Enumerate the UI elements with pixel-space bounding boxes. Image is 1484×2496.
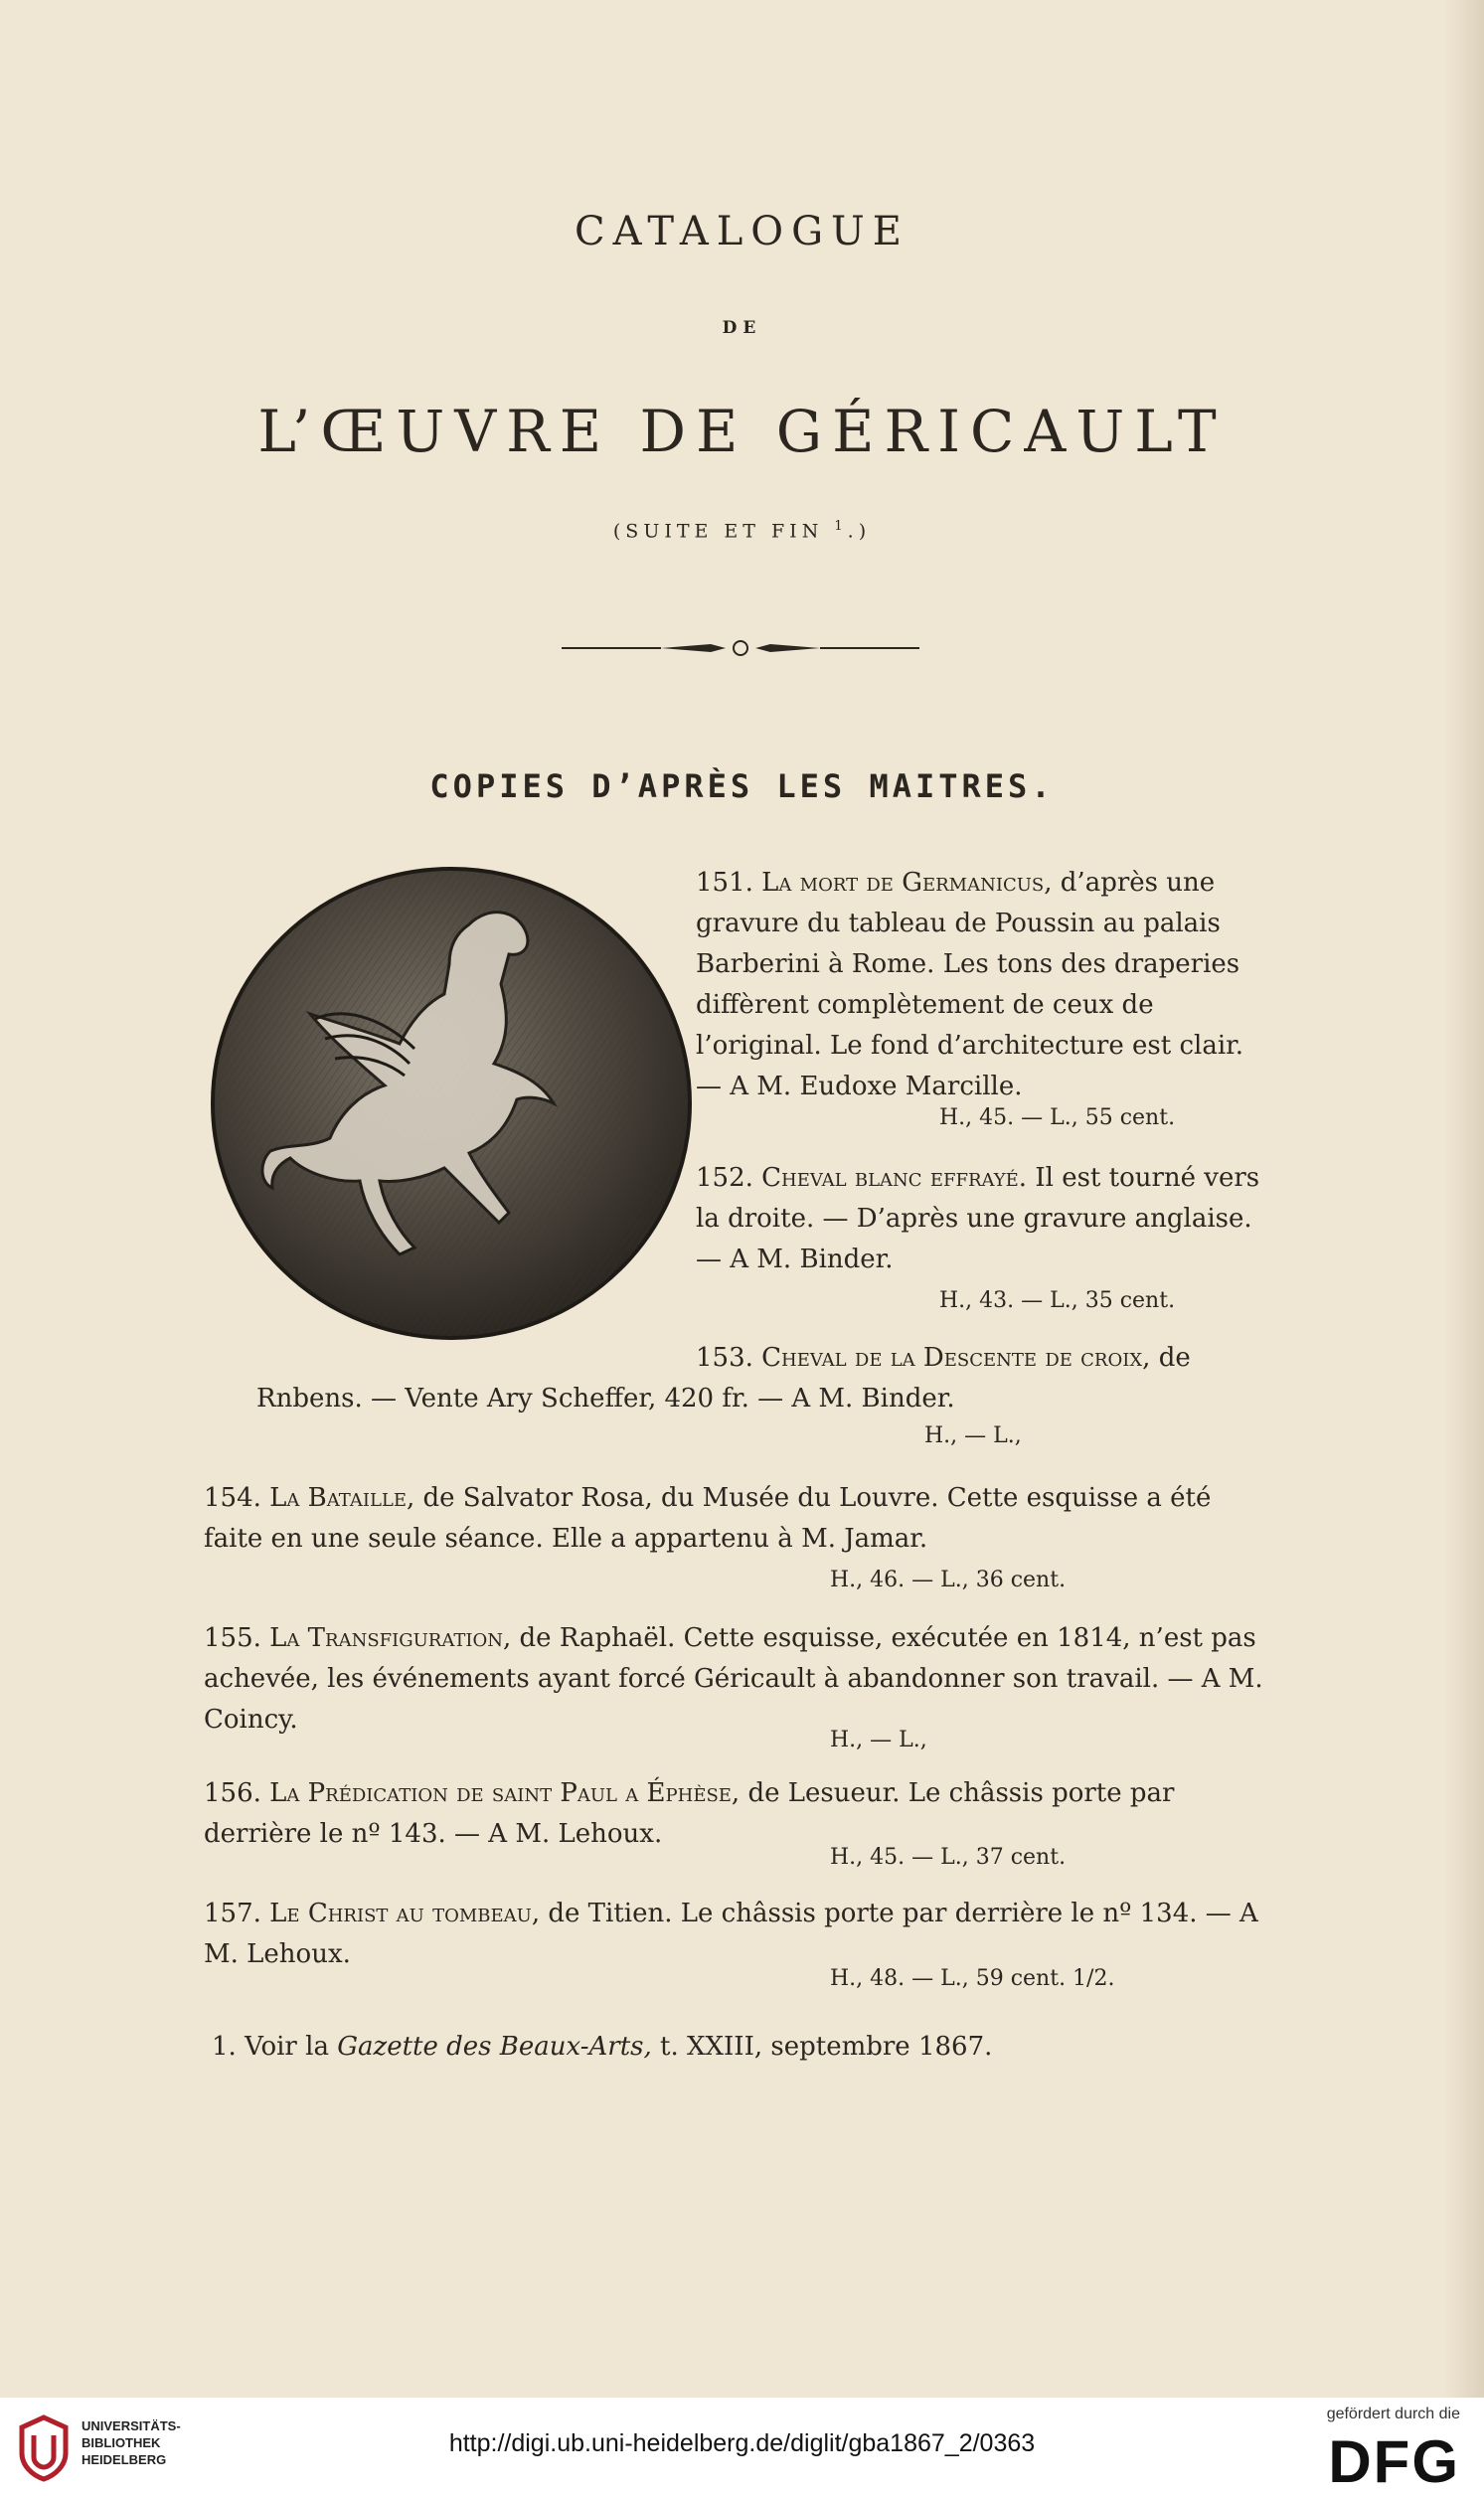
library-name-line1: UNIVERSITÄTS- (82, 2418, 181, 2433)
pegasus-medal-image-icon (211, 865, 692, 1342)
entry-152-dims: H., 43. — L., 35 cent. (939, 1288, 1176, 1313)
footnote-post: t. XXIII, septembre 1867. (651, 2032, 993, 2062)
footnote-number: 1. (212, 2032, 237, 2062)
entry-152 (696, 1158, 1277, 1280)
dfg-logo[interactable]: DFG (1328, 2428, 1460, 2495)
footnote (212, 2032, 992, 2062)
entry-number: 151. (696, 868, 753, 898)
ornament-divider-icon (562, 636, 919, 660)
subtitle-close: .) (847, 520, 872, 543)
entry-number: 155. (204, 1623, 261, 1653)
library-name-line3: HEIDELBERG (82, 2452, 167, 2467)
entry-156 (204, 1773, 1277, 1855)
entry-number: 152. (696, 1163, 753, 1193)
subtitle-text: (SUITE ET FIN (612, 520, 824, 543)
entry-title: La mort de Germanicus, (761, 868, 1053, 898)
footnote-ref: 1 (834, 519, 848, 534)
footer-bar (0, 2398, 1484, 2495)
entry-153 (696, 1338, 1277, 1379)
entry-text: de Lesueur. Le châssis porte par derrière le nº 143. — A M. Lehoux. (204, 1778, 1175, 1849)
entry-155-dims: H., — L., (830, 1728, 927, 1752)
page-title: L’ŒUVRE DE GÉRICAULT (257, 398, 1227, 465)
permalink-url[interactable]: http://digi.ub.uni-heidelberg.de/diglit/gba1867_2/0363 (448, 2429, 1036, 2457)
entry-number: 157. (204, 1899, 261, 1928)
dfg-caption: gefördert durch die (1326, 2406, 1460, 2422)
catalogue-heading: CATALOGUE (575, 209, 909, 254)
entry-text: de (1150, 1343, 1191, 1373)
entry-title: La Transfiguration, (269, 1623, 512, 1653)
entry-153-line2: Rnbens. — Vente Ary Scheffer, 420 fr. — A M. Binder. (256, 1384, 955, 1414)
entry-text: d’après une gravure du tableau de Poussin au palais Barberini à Rome. Les tons des draperies diffèrent complètement de ceux de l’original. Le fond d’architecture est clair. — A M. Eudoxe Marcille. (696, 868, 1243, 1101)
entry-title: Cheval blanc effrayé. (761, 1163, 1028, 1193)
entry-title: Le Christ au tombeau, (269, 1899, 541, 1928)
entry-text: de Raphaël. Cette esquisse, exécutée en 1814, n’est pas achevée, les événements ayant forcé Géricault à abandonner son travail. — A M. Coincy. (204, 1623, 1263, 1735)
entry-text: Il est tourné vers la droite. — D’après une gravure anglaise. — A M. Binder. (696, 1163, 1260, 1274)
entry-156-dims: H., 45. — L., 37 cent. (830, 1845, 1067, 1870)
subtitle (0, 519, 1484, 542)
footnote-journal: Gazette des Beaux-Arts, (337, 2032, 652, 2062)
section-title: COPIES D’APRÈS LES MAITRES. (429, 767, 1055, 805)
entry-title: La Prédication de saint Paul a Éphèse, (269, 1778, 741, 1808)
entry-title: Cheval de la Descente de croix, (761, 1343, 1151, 1373)
library-name-line2: BIBLIOTHEK (82, 2435, 161, 2450)
entry-number: 156. (204, 1778, 261, 1808)
entry-157-dims: H., 48. — L., 59 cent. 1/2. (830, 1966, 1115, 1991)
entry-154-dims: H., 46. — L., 36 cent. (830, 1568, 1067, 1592)
entry-text: de Titien. Le châssis porte par derrière le nº 134. — A M. Lehoux. (204, 1899, 1258, 1969)
entry-153-dims: H., — L., (924, 1423, 1022, 1448)
entry-title: La Bataille, (269, 1483, 415, 1513)
heading-de: DE (722, 318, 762, 338)
entry-154 (204, 1478, 1277, 1560)
footnote-pre: Voir la (236, 2032, 338, 2062)
entry-number: 153. (696, 1343, 753, 1373)
entry-151 (696, 863, 1277, 1107)
entry-151-dims: H., 45. — L., 55 cent. (939, 1105, 1176, 1130)
entry-number: 154. (204, 1483, 261, 1513)
entry-155 (204, 1618, 1277, 1741)
entry-157 (204, 1894, 1277, 1975)
entry-text: de Salvator Rosa, du Musée du Louvre. Cette esquisse a été faite en une seule séance. Elle a appartenu à M. Jamar. (204, 1483, 1212, 1554)
